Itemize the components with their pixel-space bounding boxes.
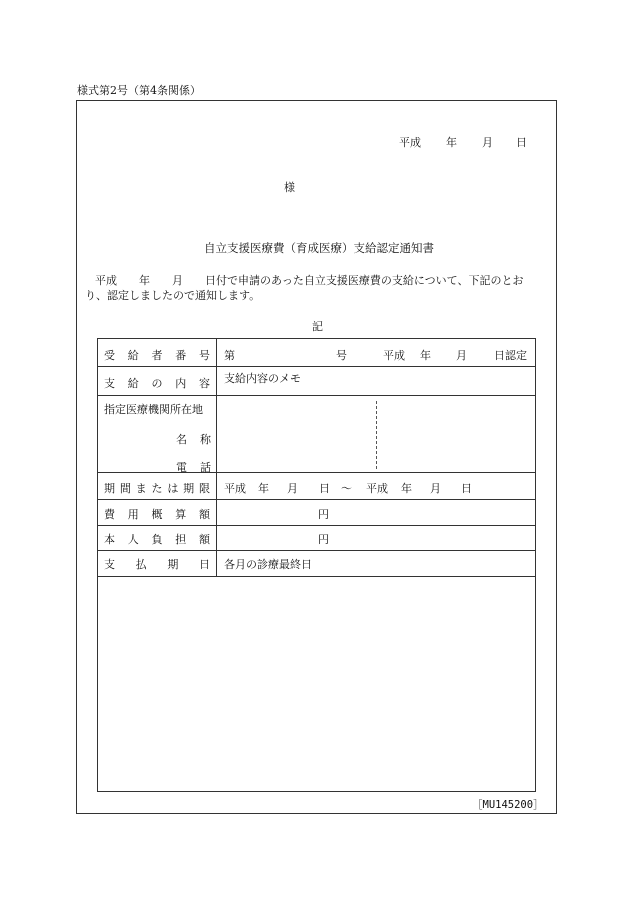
date-era: 平成 <box>399 136 421 149</box>
period-tilde: ～ <box>341 482 352 495</box>
ki-heading: 記 <box>312 320 323 333</box>
label-period: 期 間 ま た は 期 限 <box>104 482 210 495</box>
label-recipient-number: 受 給 者 番 号 <box>104 349 210 362</box>
institution-divider <box>376 401 377 469</box>
recipient-month: 月 <box>456 349 467 362</box>
period-month-1: 月 <box>287 482 298 495</box>
label-content: 支 給 の 内 容 <box>104 377 210 390</box>
date-year: 年 <box>446 136 457 149</box>
cost-unit: 円 <box>318 508 329 521</box>
period-era-2: 平成 <box>366 482 388 495</box>
details-table <box>97 338 536 792</box>
body-line-1: 平成 年 月 日付で申請のあった自立支援医療費の支給について、下記のとお <box>95 274 524 287</box>
period-day-2: 日 <box>461 482 472 495</box>
payment-value: 各月の診療最終日 <box>224 558 312 571</box>
period-year-1: 年 <box>258 482 269 495</box>
label-payment: 支 払 期 日 <box>104 558 210 571</box>
label-cost: 費 用 概 算 額 <box>104 508 210 521</box>
recipient-era: 平成 <box>383 349 405 362</box>
self-pay-unit: 円 <box>318 533 329 546</box>
label-institution-address: 指定医療機関所在地 <box>104 403 203 416</box>
document-title: 自立支援医療費（育成医療）支給認定通知書 <box>204 241 434 255</box>
label-institution-name: 名 称 <box>176 433 211 446</box>
period-year-2: 年 <box>401 482 412 495</box>
date-day: 日 <box>516 136 527 149</box>
recipient-day-nintei: 日認定 <box>494 349 527 362</box>
period-era-1: 平成 <box>224 482 246 495</box>
addressee-suffix: 様 <box>284 181 295 194</box>
label-self-pay: 本 人 負 担 額 <box>104 533 210 546</box>
form-code: ［MU145200］ <box>472 799 544 811</box>
period-day-1: 日 <box>319 482 330 495</box>
form-label: 様式第2号（第4条関係） <box>77 84 201 97</box>
label-institution-phone: 電 話 <box>176 461 211 474</box>
body-line-2: り、認定しましたので通知します。 <box>85 289 261 302</box>
date-month: 月 <box>482 136 493 149</box>
recipient-go: 号 <box>336 349 347 362</box>
notes-area <box>98 577 535 791</box>
period-month-2: 月 <box>430 482 441 495</box>
content-value: 支給内容のメモ <box>224 372 301 385</box>
recipient-dai: 第 <box>224 349 235 362</box>
recipient-year: 年 <box>420 349 431 362</box>
